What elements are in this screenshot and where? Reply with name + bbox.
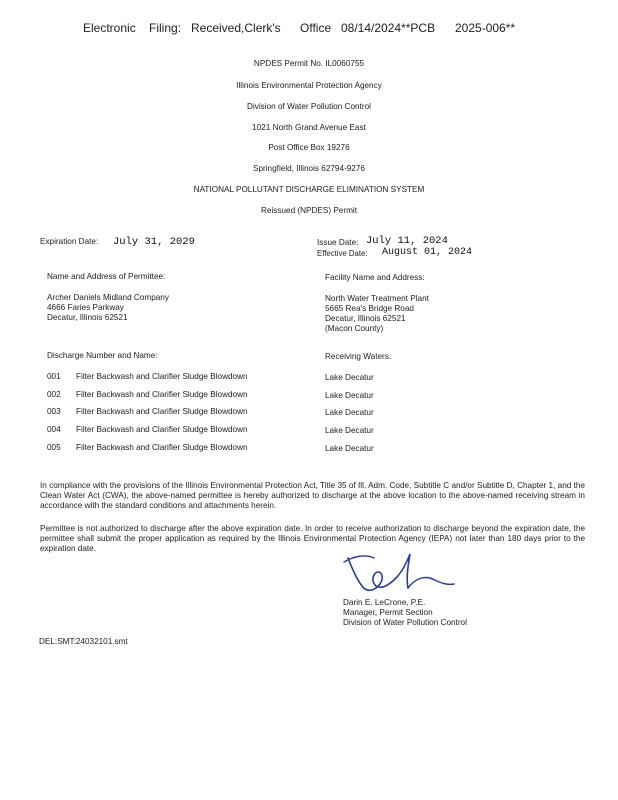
discharge-number: 002 bbox=[47, 390, 61, 399]
signature-block bbox=[343, 598, 543, 628]
receiving-water: Lake Decatur bbox=[325, 373, 374, 382]
receiving-water: Lake Decatur bbox=[325, 444, 374, 453]
effective-label: Effective Date: bbox=[317, 249, 368, 258]
discharge-name: Filter Backwash and Clarifier Sludge Blowdown bbox=[76, 390, 248, 399]
discharge-name: Filter Backwash and Clarifier Sludge Blowdown bbox=[76, 443, 248, 452]
handwritten-signature bbox=[340, 548, 460, 598]
discharge-number: 001 bbox=[47, 372, 61, 381]
authorization-paragraph: Permittee is not authorized to discharge after the above expiration date. In order to receive authorization to discharge beyond the expiration date, the permittee shall submit the proper application as required by the Illinois Environmental Protection Agency (IEPA) not later than 180 days prior to the expiration date. bbox=[40, 524, 585, 553]
compliance-paragraph: In compliance with the provisions of the Illinois Environmental Protection Act, Title 35 of Ill. Adm. Code, Subtitle C and/or Subtitle D, Chapter 1, and the Clean Water Act (CWA), the above-named permittee is hereby authorized to discharge at the above location to the above-named receiving stream in accordance with the standard conditions and attachments herein. bbox=[40, 481, 585, 510]
signatory-title: Manager, Permit Section bbox=[343, 608, 433, 617]
stamp-electronic: Electronic bbox=[83, 21, 136, 35]
expiration-label: Expiration Date: bbox=[40, 237, 99, 246]
issue-value: July 11, 2024 bbox=[366, 235, 448, 247]
discharge-name: Filter Backwash and Clarifier Sludge Blowdown bbox=[76, 425, 248, 434]
po-box: Post Office Box 19276 bbox=[268, 143, 350, 152]
facility-line: Decatur, Illinois 62521 bbox=[325, 314, 406, 323]
discharge-label: Discharge Number and Name: bbox=[47, 351, 158, 360]
stamp-office: Office bbox=[300, 21, 332, 35]
facility-address bbox=[325, 294, 545, 334]
reference-initials: DEL:SMT:24032101.smt bbox=[39, 637, 128, 646]
receiving-water: Lake Decatur bbox=[325, 408, 374, 417]
stamp-case: 2025-006** bbox=[455, 21, 516, 35]
receiving-water: Lake Decatur bbox=[325, 426, 374, 435]
discharge-number: 004 bbox=[47, 425, 61, 434]
stamp-filing: Filing: bbox=[149, 21, 182, 35]
expiration-value: July 31, 2029 bbox=[113, 236, 195, 248]
facility-line: North Water Treatment Plant bbox=[325, 294, 429, 303]
discharge-number: 003 bbox=[47, 407, 61, 416]
city-state-zip: Springfield, Illinois 62794-9276 bbox=[253, 164, 365, 173]
discharge-name: Filter Backwash and Clarifier Sludge Blowdown bbox=[76, 372, 248, 381]
facility-line: (Macon County) bbox=[325, 324, 384, 333]
stamp-date: 08/14/2024**PCB bbox=[341, 21, 436, 35]
stamp-received: Received,Clerk's bbox=[191, 21, 281, 35]
permit-type: Reissued (NPDES) Permit bbox=[261, 206, 357, 215]
street-address: 1021 North Grand Avenue East bbox=[252, 123, 366, 132]
permit-number: NPDES Permit No. IL0060755 bbox=[253, 59, 365, 68]
effective-value: August 01, 2024 bbox=[382, 247, 473, 258]
system-title: NATIONAL POLLUTANT DISCHARGE ELIMINATION SYSTEM bbox=[193, 185, 425, 194]
permittee-address bbox=[47, 293, 267, 323]
receiving-waters-label: Receiving Waters: bbox=[325, 352, 392, 361]
permittee-line: Archer Daniels Midland Company bbox=[47, 293, 169, 302]
permittee-label: Name and Address of Permittee: bbox=[47, 272, 166, 281]
facility-line: 5665 Rea's Bridge Road bbox=[325, 304, 414, 313]
signatory-division: Division of Water Pollution Control bbox=[343, 618, 467, 627]
receiving-water: Lake Decatur bbox=[325, 391, 374, 400]
division-name: Division of Water Pollution Control bbox=[247, 102, 371, 111]
permittee-line: Decatur, Illinois 62521 bbox=[47, 313, 128, 322]
permittee-line: 4666 Faries Parkway bbox=[47, 303, 124, 312]
agency-name: Illinois Environmental Protection Agency bbox=[236, 81, 382, 90]
issue-label: Issue Date: bbox=[317, 238, 359, 247]
discharge-name: Filter Backwash and Clarifier Sludge Blowdown bbox=[76, 407, 248, 416]
signatory-name: Darin E. LeCrone, P.E. bbox=[343, 598, 426, 607]
facility-label: Facility Name and Address: bbox=[325, 273, 425, 282]
discharge-number: 005 bbox=[47, 443, 61, 452]
